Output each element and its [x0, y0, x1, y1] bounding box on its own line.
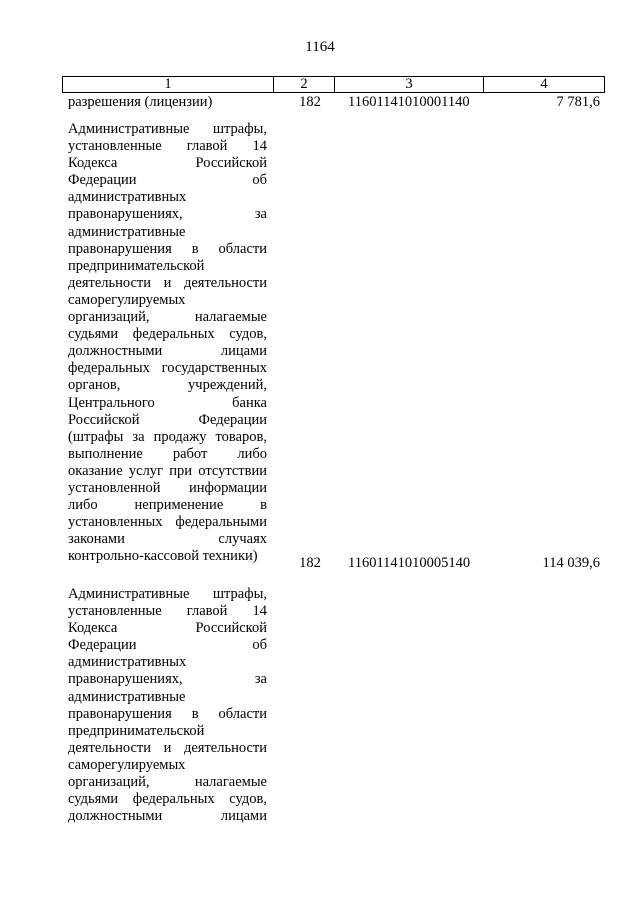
description-line: административные: [68, 688, 186, 705]
description-line: (штрафы за продажу товаров,: [68, 428, 267, 445]
description-line: оказание услуг при отсутствии: [68, 462, 267, 479]
description-line: организаций, налагаемые: [68, 774, 267, 791]
admin-code: 182: [299, 94, 321, 110]
column-header-4: 4: [484, 77, 605, 93]
description-line: должностными лицами: [68, 343, 267, 360]
description-line: деятельности и деятельности: [68, 739, 267, 756]
description-line: правонарушениях, за: [68, 671, 267, 688]
description-line: административных: [68, 654, 187, 671]
table-header: [62, 76, 605, 93]
description-line: предпринимательской: [68, 257, 205, 274]
description-line: правонарушения в области: [68, 240, 267, 257]
description-line: контрольно-кассовой техники): [68, 548, 258, 565]
description-line: должностными лицами: [68, 808, 267, 825]
description-line: судьями федеральных судов,: [68, 791, 267, 808]
budget-code: 11601141010005140: [348, 555, 471, 571]
page-number: 1164: [305, 39, 335, 55]
description-line: установленной информации: [68, 479, 267, 496]
description-line: саморегулируемых: [68, 291, 186, 308]
column-header-3: 3: [335, 77, 484, 93]
description-line: Федерации об: [68, 172, 267, 189]
description-line: разрешения (лицензии): [68, 94, 213, 110]
column-header-2: 2: [274, 77, 335, 93]
description-line: Кодекса Российской: [68, 155, 267, 172]
admin-code: 182: [299, 555, 321, 571]
description-line: судьями федеральных судов,: [68, 326, 267, 343]
description-line: выполнение работ либо: [68, 445, 267, 462]
column-header-1: 1: [63, 77, 274, 93]
description-line: установленные главой 14: [68, 603, 267, 620]
description-line: Административные штрафы,: [68, 121, 267, 137]
amount: 7 781,6: [556, 94, 600, 110]
budget-code: 11601141010001140: [348, 94, 470, 110]
description-line: административных: [68, 189, 187, 206]
row-description: [68, 121, 267, 565]
description-line: установленных федеральными: [68, 514, 267, 531]
description-line: Федерации об: [68, 637, 267, 654]
row-description: [68, 586, 267, 825]
description-line: установленные главой 14: [68, 138, 267, 155]
description-line: Административные штрафы,: [68, 586, 267, 602]
description-line: Кодекса Российской: [68, 620, 267, 637]
description-line: саморегулируемых: [68, 756, 186, 773]
description-line: Российской Федерации: [68, 411, 267, 428]
description-line: деятельности и деятельности: [68, 274, 267, 291]
row-description: [68, 94, 267, 111]
description-line: либо неприменение в: [68, 497, 267, 514]
description-line: правонарушения в области: [68, 705, 267, 722]
description-line: органов, учреждений,: [68, 377, 267, 394]
description-line: предпринимательской: [68, 722, 205, 739]
description-line: Центрального банка: [68, 394, 267, 411]
description-line: организаций, налагаемые: [68, 309, 267, 326]
description-line: правонарушениях, за: [68, 206, 267, 223]
description-line: федеральных государственных: [68, 360, 267, 377]
description-line: законами случаях: [68, 531, 267, 548]
description-line: административные: [68, 223, 186, 240]
amount: 114 039,6: [542, 555, 600, 571]
